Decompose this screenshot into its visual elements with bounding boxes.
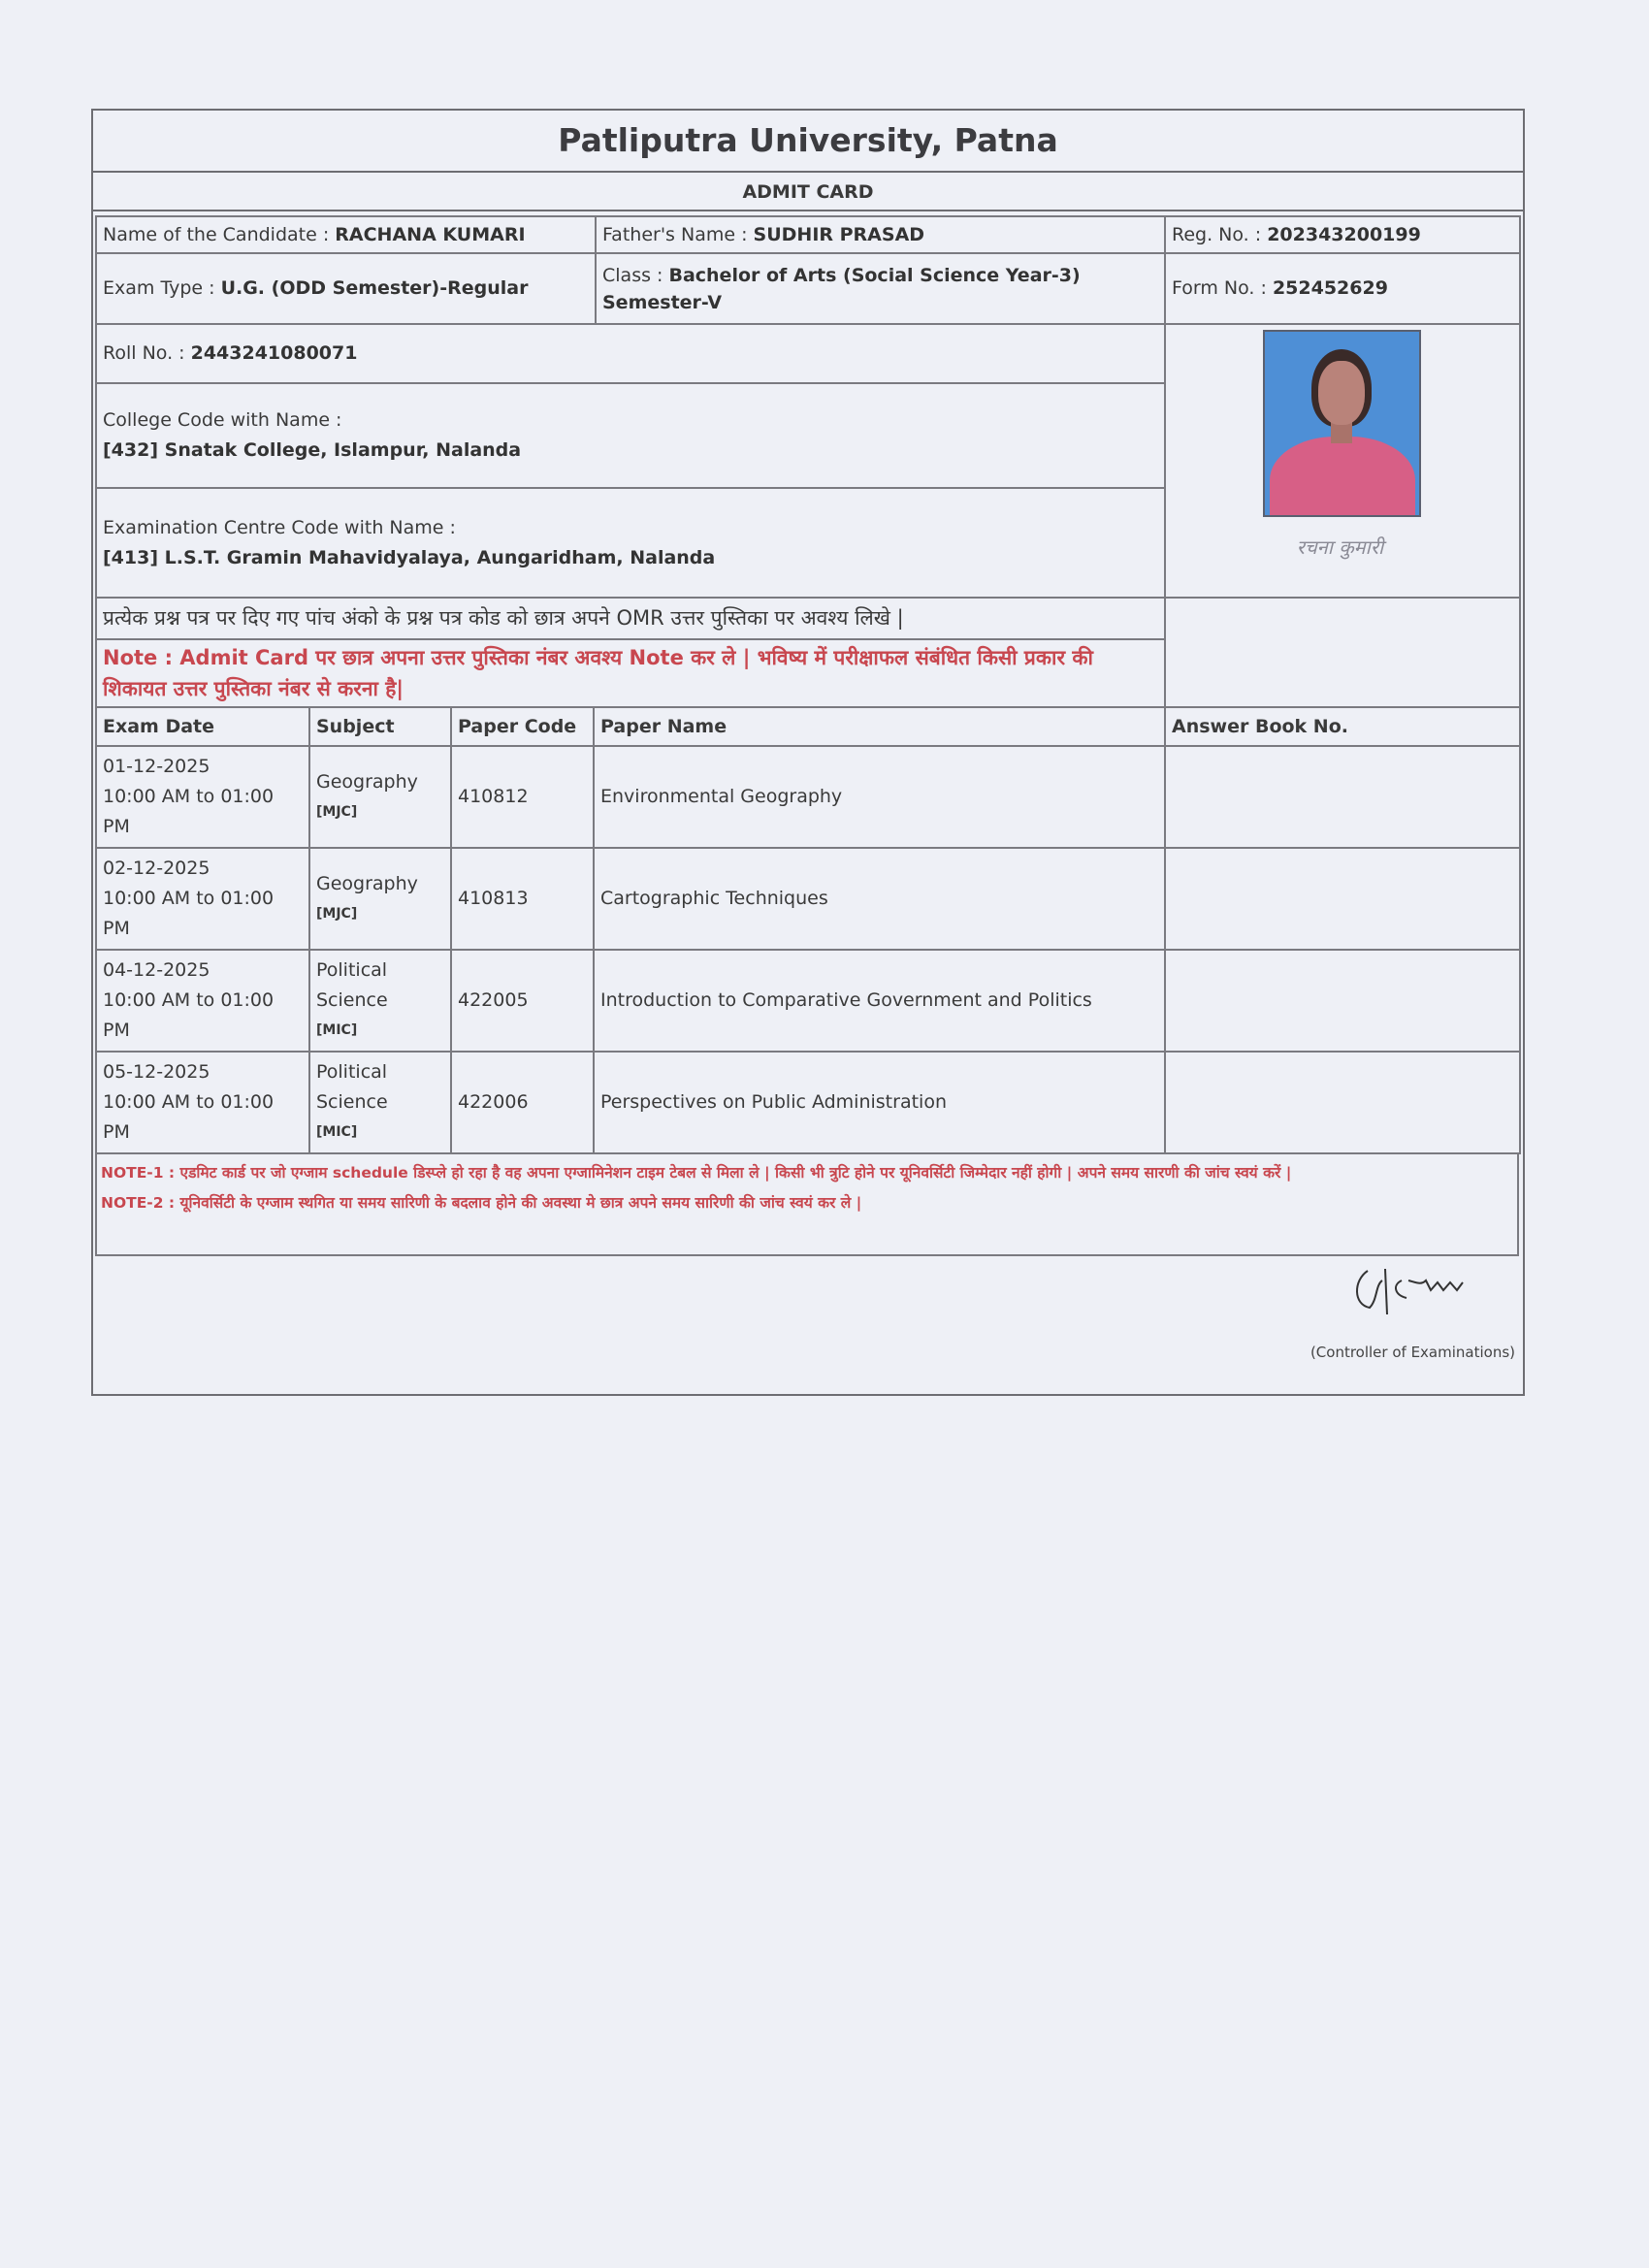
paper-name: Environmental Geography bbox=[594, 746, 1165, 848]
paper-name: Perspectives on Public Administration bbox=[594, 1052, 1165, 1153]
roll-no-cell: Roll No. : 2443241080071 bbox=[96, 324, 1165, 383]
controller-signature bbox=[1348, 1261, 1513, 1319]
blank-cell bbox=[1165, 598, 1520, 707]
college-name: [432] Snatak College, Islampur, Nalanda bbox=[103, 439, 522, 461]
header-subject: Subject bbox=[309, 707, 451, 746]
exam-date: 04-12-2025 bbox=[103, 959, 210, 981]
note-2: NOTE-2 : यूनिवर्सिटी के एग्जाम स्थगित या समय सारिणी के बदलाव होने की अवस्था मे छात्र अपने समय सारिणी की जांच स्वयं कर ले | bbox=[101, 1194, 862, 1212]
roll-no: 2443241080071 bbox=[190, 342, 358, 364]
answer-book-no bbox=[1165, 1052, 1520, 1153]
table-row bbox=[96, 950, 1520, 1052]
college-cell: College Code with Name : [432] Snatak College, Islampur, Nalanda bbox=[96, 383, 1165, 488]
header-exam-date: Exam Date bbox=[96, 707, 309, 746]
exam-date: 02-12-2025 bbox=[103, 858, 210, 879]
candidate-signature: रचना कुमारी bbox=[1296, 535, 1384, 559]
university-title: Patliputra University, Patna bbox=[93, 111, 1523, 173]
exam-time: 10:00 AM to 01:00 PM bbox=[103, 989, 275, 1041]
omr-instruction: प्रत्येक प्रश्न पत्र पर दिए गए पांच अंको के प्रश्न पत्र कोड को छात्र अपने OMR उत्तर पुस्तिका पर अवश्य लिखे | bbox=[96, 598, 1165, 639]
table-row bbox=[96, 1052, 1520, 1153]
subject-type: [MIC] bbox=[316, 1124, 358, 1140]
exam-time: 10:00 AM to 01:00 PM bbox=[103, 888, 275, 939]
header-answer-book: Answer Book No. bbox=[1165, 707, 1520, 746]
paper-code: 410813 bbox=[451, 848, 594, 950]
exam-date: 01-12-2025 bbox=[103, 756, 210, 777]
table-header-row bbox=[96, 707, 1520, 746]
form-no-cell: Form No. : 252452629 bbox=[1165, 253, 1520, 324]
answer-book-no bbox=[1165, 746, 1520, 848]
paper-name: Cartographic Techniques bbox=[594, 848, 1165, 950]
exam-type: U.G. (ODD Semester)-Regular bbox=[220, 277, 529, 299]
reg-no-cell: Reg. No. : 202343200199 bbox=[1165, 216, 1520, 253]
centre-name: [413] L.S.T. Gramin Mahavidyalaya, Aungaridham, Nalanda bbox=[103, 546, 716, 568]
notes-section bbox=[95, 1154, 1519, 1256]
header-paper-name: Paper Name bbox=[594, 707, 1165, 746]
paper-name: Introduction to Comparative Government and Politics bbox=[594, 950, 1165, 1052]
exam-type-cell: Exam Type : U.G. (ODD Semester)-Regular bbox=[96, 253, 596, 324]
exam-time: 10:00 AM to 01:00 PM bbox=[103, 786, 275, 837]
exam-time: 10:00 AM to 01:00 PM bbox=[103, 1091, 275, 1143]
candidate-name: RACHANA KUMARI bbox=[335, 223, 526, 245]
class: Bachelor of Arts (Social Science Year-3) Semester-V bbox=[602, 264, 1081, 313]
note-1: NOTE-1 : एडमिट कार्ड पर जो एग्जाम schedule डिस्प्ले हो रहा है वह अपना एग्जामिनेशन टाइम टेबल से मिला ले | किसी भी त्रुटि होने पर यूनिवर्सिटी जिम्मेदार नहीं होगी | अपने समय सारणी की जांच स्वयं करें | bbox=[101, 1164, 1292, 1182]
header-paper-code: Paper Code bbox=[451, 707, 594, 746]
candidate-name-cell: Name of the Candidate : RACHANA KUMARI bbox=[96, 216, 596, 253]
father-name: SUDHIR PRASAD bbox=[753, 223, 925, 245]
father-name-cell: Father's Name : SUDHIR PRASAD bbox=[596, 216, 1165, 253]
subject-type: [MIC] bbox=[316, 1022, 358, 1038]
subject: Political Science bbox=[316, 959, 388, 1011]
reg-no: 202343200199 bbox=[1267, 223, 1421, 245]
answer-book-no bbox=[1165, 848, 1520, 950]
subject: Geography bbox=[316, 872, 418, 894]
exam-schedule-table bbox=[95, 706, 1521, 1154]
exam-date: 05-12-2025 bbox=[103, 1061, 210, 1083]
centre-cell: Examination Centre Code with Name : [413] L.S.T. Gramin Mahavidyalaya, Aungaridham, Nalanda bbox=[96, 488, 1165, 598]
document-title: ADMIT CARD bbox=[93, 173, 1523, 211]
table-row bbox=[96, 746, 1520, 848]
answer-book-note: Note : Admit Card पर छात्र अपना उत्तर पुस्तिका नंबर अवश्य Note कर ले | भविष्य में परीक्षाफल संबंधित किसी प्रकार की शिकायत उत्तर पुस्तिका नंबर से करना है| bbox=[96, 639, 1165, 707]
subject: Political Science bbox=[316, 1061, 388, 1113]
controller-of-examinations: (Controller of Examinations) bbox=[1310, 1344, 1515, 1361]
form-no: 252452629 bbox=[1272, 277, 1388, 299]
subject-type: [MJC] bbox=[316, 803, 358, 820]
admit-card bbox=[91, 109, 1525, 1396]
candidate-photo bbox=[1263, 330, 1421, 517]
class-cell: Class : Bachelor of Arts (Social Science Year-3) Semester-V bbox=[596, 253, 1165, 324]
subject-type: [MJC] bbox=[316, 905, 358, 922]
paper-code: 422005 bbox=[451, 950, 594, 1052]
table-row bbox=[96, 848, 1520, 950]
paper-code: 410812 bbox=[451, 746, 594, 848]
answer-book-no bbox=[1165, 950, 1520, 1052]
paper-code: 422006 bbox=[451, 1052, 594, 1153]
subject: Geography bbox=[316, 770, 418, 793]
